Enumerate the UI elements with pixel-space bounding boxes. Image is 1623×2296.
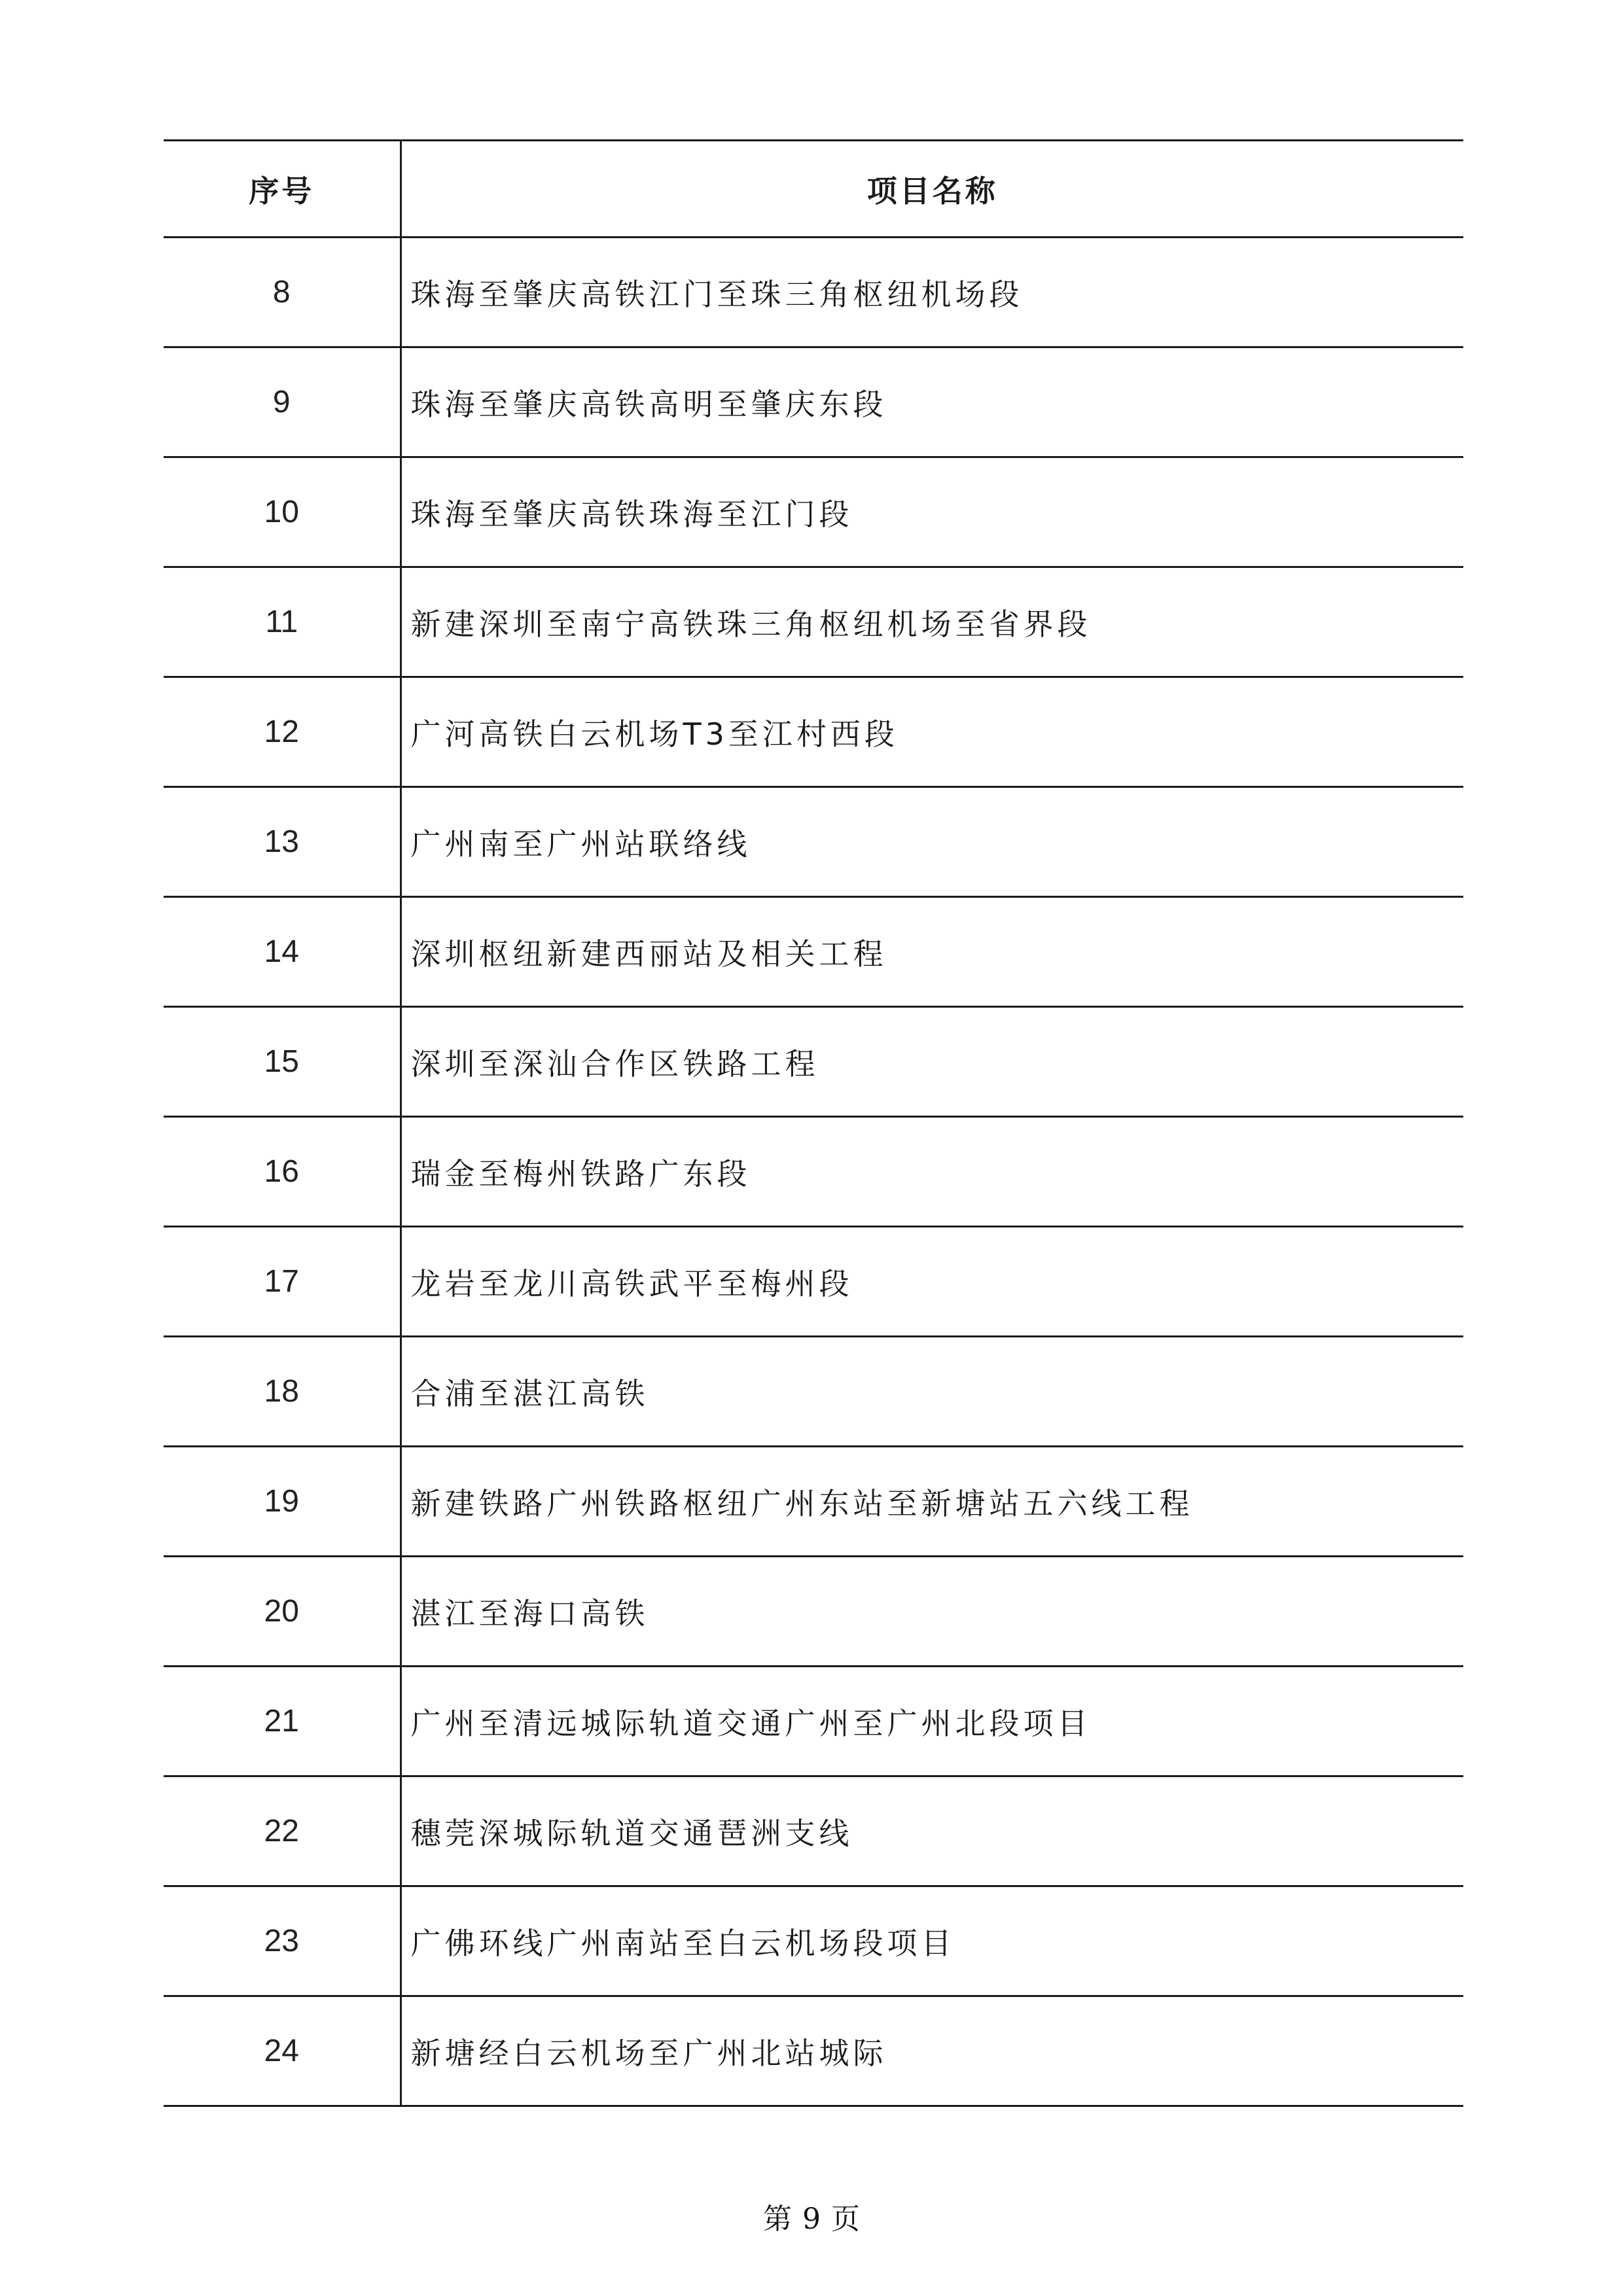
table-row	[164, 457, 1463, 567]
row-serial-number: 11	[164, 567, 401, 677]
row-serial-number: 14	[164, 897, 401, 1007]
row-serial-number: 18	[164, 1337, 401, 1447]
table-row	[164, 897, 1463, 1007]
row-serial-number: 19	[164, 1447, 401, 1557]
row-serial-number: 9	[164, 347, 401, 457]
row-project-name: 合浦至湛江高铁	[401, 1337, 1463, 1447]
table-header	[164, 141, 1463, 238]
footer-suffix: 页	[831, 2202, 860, 2236]
row-project-name: 龙岩至龙川高铁武平至梅州段	[401, 1227, 1463, 1337]
header-row	[164, 141, 1463, 238]
table-row	[164, 1886, 1463, 1996]
table-row	[164, 1007, 1463, 1117]
project-table	[164, 139, 1463, 2107]
table-row	[164, 1337, 1463, 1447]
header-project-name: 项目名称	[401, 141, 1463, 238]
row-project-name: 广州南至广州站联络线	[401, 787, 1463, 897]
table-row	[164, 238, 1463, 347]
row-project-name: 深圳至深汕合作区铁路工程	[401, 1007, 1463, 1117]
table-row	[164, 787, 1463, 897]
footer-prefix: 第	[763, 2202, 792, 2236]
row-project-name: 广佛环线广州南站至白云机场段项目	[401, 1886, 1463, 1996]
row-project-name: 新建深圳至南宁高铁珠三角枢纽机场至省界段	[401, 567, 1463, 677]
row-project-name: 湛江至海口高铁	[401, 1557, 1463, 1667]
table-row	[164, 1776, 1463, 1886]
row-project-name: 珠海至肇庆高铁珠海至江门段	[401, 457, 1463, 567]
header-serial-number: 序号	[164, 141, 401, 238]
row-serial-number: 22	[164, 1776, 401, 1886]
row-project-name: 穗莞深城际轨道交通琶洲支线	[401, 1776, 1463, 1886]
table-row	[164, 1557, 1463, 1667]
row-project-name: 深圳枢纽新建西丽站及相关工程	[401, 897, 1463, 1007]
row-project-name: 广州至清远城际轨道交通广州至广州北段项目	[401, 1667, 1463, 1776]
page-number-footer	[0, 2195, 1623, 2237]
row-serial-number: 21	[164, 1667, 401, 1776]
table-row	[164, 1447, 1463, 1557]
row-serial-number: 23	[164, 1886, 401, 1996]
table-row	[164, 347, 1463, 457]
row-project-name: 珠海至肇庆高铁江门至珠三角枢纽机场段	[401, 238, 1463, 347]
row-project-name: 瑞金至梅州铁路广东段	[401, 1117, 1463, 1227]
row-project-name: 广河高铁白云机场T3至江村西段	[401, 677, 1463, 787]
table-row	[164, 1117, 1463, 1227]
row-serial-number: 15	[164, 1007, 401, 1117]
table-row	[164, 1667, 1463, 1776]
row-serial-number: 20	[164, 1557, 401, 1667]
row-serial-number: 10	[164, 457, 401, 567]
row-serial-number: 17	[164, 1227, 401, 1337]
row-serial-number: 8	[164, 238, 401, 347]
row-serial-number: 16	[164, 1117, 401, 1227]
table-body	[164, 238, 1463, 2106]
table-row	[164, 1996, 1463, 2106]
table-row	[164, 1227, 1463, 1337]
row-project-name: 新塘经白云机场至广州北站城际	[401, 1996, 1463, 2106]
row-serial-number: 24	[164, 1996, 401, 2106]
row-serial-number: 12	[164, 677, 401, 787]
footer-page-number: 9	[802, 2202, 821, 2236]
row-project-name: 珠海至肇庆高铁高明至肇庆东段	[401, 347, 1463, 457]
table-row	[164, 567, 1463, 677]
row-project-name: 新建铁路广州铁路枢纽广州东站至新塘站五六线工程	[401, 1447, 1463, 1557]
row-serial-number: 13	[164, 787, 401, 897]
table-row	[164, 677, 1463, 787]
